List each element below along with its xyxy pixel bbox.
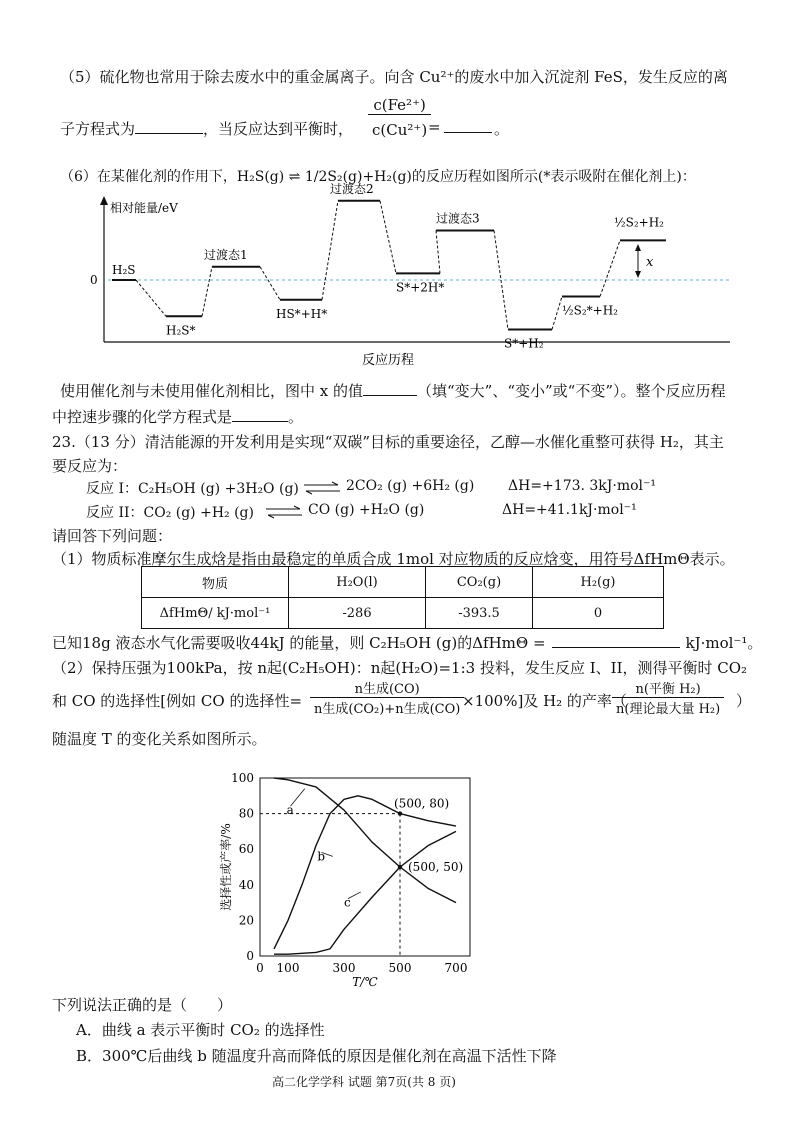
q23-ask: 请回答下列问题： bbox=[52, 527, 173, 545]
q6-after1 bbox=[60, 380, 726, 401]
energy-diagram bbox=[90, 181, 750, 370]
table-header-cell: 物质 bbox=[142, 567, 289, 598]
energy-connector bbox=[136, 280, 166, 316]
q6-after2 bbox=[52, 406, 303, 427]
q5-line2 bbox=[60, 118, 353, 139]
reaction2-left: 反应 II：CO₂ (g) +H₂ (g) bbox=[86, 505, 254, 521]
energy-state-label: ½S₂+H₂ bbox=[614, 215, 664, 230]
x-arrow-up bbox=[635, 244, 641, 251]
q5-ratio-fraction bbox=[368, 96, 431, 139]
table-row bbox=[142, 567, 664, 598]
selectivity-num: n生成(CO) bbox=[310, 678, 464, 698]
energy-connector bbox=[600, 240, 620, 296]
reaction1-left: 反应 I：C₂H₅OH (g) +3H₂O (g) bbox=[86, 481, 299, 497]
chart2-ytick: 100 bbox=[231, 771, 254, 785]
q23-head1: 23.（13 分）清洁能源的开发利用是实现“双碳”目标的重要途径，乙醇—水催化重整可获得 H₂，其主 bbox=[52, 433, 724, 451]
energy-ylabel: 相对能量/eV bbox=[110, 201, 178, 215]
q5-equals: = bbox=[428, 118, 441, 136]
q6-after2-end: 。 bbox=[288, 408, 304, 426]
energy-connector bbox=[322, 201, 338, 300]
series-label-b: b bbox=[317, 849, 326, 864]
q6-blank-x[interactable] bbox=[363, 381, 417, 396]
q5-blank-ratio[interactable] bbox=[444, 118, 492, 133]
table-cell: 0 bbox=[533, 598, 664, 629]
table-cell: ΔfHmΘ/ kJ·mol⁻¹ bbox=[142, 598, 289, 629]
q5-line2-b: ，当反应达到平衡时， bbox=[203, 120, 354, 138]
chart2-xtick: 100 bbox=[276, 961, 300, 975]
series-line-c bbox=[274, 831, 456, 954]
chart2-ytick: 20 bbox=[238, 913, 254, 928]
chart2-ytick: 40 bbox=[238, 877, 254, 892]
energy-state-label: H₂S* bbox=[166, 323, 196, 338]
chart2-ytick: 0 bbox=[246, 949, 254, 963]
yield-fraction bbox=[612, 678, 724, 717]
energy-connector bbox=[552, 297, 562, 330]
energy-xlabel: 反应历程 bbox=[362, 353, 415, 368]
table-cell: -393.5 bbox=[426, 598, 533, 629]
option-b[interactable]: B．300℃后曲线 b 随温度升高而降低的原因是催化剂在高温下活性下降 bbox=[76, 1047, 557, 1065]
energy-state-label: HS*+H* bbox=[276, 306, 328, 321]
chart2-xtick: 700 bbox=[444, 961, 468, 975]
point-500-80 bbox=[398, 811, 402, 815]
yield-den: n(理论最大量 H₂) bbox=[616, 702, 721, 717]
energy-zero-label: 0 bbox=[90, 273, 98, 287]
q23-p1: （1）物质标准摩尔生成焓是指由最稳定的单质合成 1mol 对应物质的反应焓变，用符号ΔfHmΘ表示。 bbox=[52, 550, 735, 568]
x-arrow-down bbox=[635, 271, 641, 278]
series-label-c: c bbox=[344, 895, 351, 910]
page-footer: 高二化学学科 试题 第7页(共 8 页) bbox=[272, 1075, 456, 1089]
chart2-ytick: 80 bbox=[238, 806, 254, 821]
table-header-cell: CO₂(g) bbox=[426, 567, 533, 598]
q5-blank-equation[interactable] bbox=[135, 119, 203, 134]
q23-p1b-unit: kJ·mol⁻¹。 bbox=[685, 634, 763, 652]
reaction1-eq-arrow bbox=[302, 481, 342, 495]
energy-connector bbox=[380, 201, 396, 274]
table-cell: -286 bbox=[289, 598, 426, 629]
point-500-50 bbox=[398, 865, 402, 869]
energy-state-label: ½S₂*+H₂ bbox=[562, 303, 618, 318]
q23-p2c: 随温度 T 的变化关系如图所示。 bbox=[52, 730, 267, 748]
q5-line1: （5）硫化物也常用于除去废水中的重金属离子。向含 Cu²⁺的废水中加入沉淀剂 FeS，发生反应的离 bbox=[60, 68, 728, 86]
chart2-xtick: 500 bbox=[388, 961, 412, 975]
option-a[interactable]: A．曲线 a 表示平衡时 CO₂ 的选择性 bbox=[76, 1021, 325, 1039]
energy-state-label: H₂S bbox=[112, 263, 136, 277]
q5-frac-den: c(Cu²⁺) bbox=[372, 121, 428, 139]
q6-after1-text: 使用催化剂与未使用催化剂相比，图中 x 的值 bbox=[60, 382, 363, 400]
q23-p2a: （2）保持压强为100kPa，按 n起(C₂H₅OH)：n起(H₂O)=1:3 投料，发生反应 I、II，测得平衡时 CO₂ bbox=[52, 659, 748, 677]
enthalpy-table bbox=[141, 566, 664, 629]
energy-y-arrow bbox=[100, 196, 108, 205]
chart2-xtick: 300 bbox=[332, 961, 356, 975]
chart2-ytick: 60 bbox=[238, 842, 254, 857]
selectivity-den: n生成(CO₂)+n生成(CO) bbox=[314, 702, 461, 717]
yield-close: ） bbox=[736, 692, 752, 710]
annotation-500-50: (500, 50) bbox=[408, 860, 464, 874]
energy-state-label: S*+2H* bbox=[396, 280, 445, 295]
q23-head2: 要反应为： bbox=[52, 457, 128, 475]
table-header-cell: H₂O(l) bbox=[289, 567, 426, 598]
reaction2-right: CO (g) +H₂O (g) bbox=[308, 502, 425, 518]
selectivity-chart bbox=[212, 760, 502, 989]
yield-num: n(平衡 H₂) bbox=[612, 678, 724, 698]
energy-connector bbox=[202, 267, 212, 317]
q6-after2-text: 中控速步骤的化学方程式是 bbox=[52, 408, 233, 426]
energy-state-label: 过渡态1 bbox=[204, 247, 248, 262]
energy-state-label: 过渡态2 bbox=[330, 181, 374, 196]
q23-p1b bbox=[52, 632, 762, 653]
annotation-500-80: (500, 80) bbox=[394, 796, 450, 811]
q23-blank-enthalpy[interactable] bbox=[552, 633, 680, 648]
q5-line2-a: 子方程式为 bbox=[60, 120, 136, 138]
x-marker: x bbox=[646, 255, 654, 270]
table-row bbox=[142, 598, 664, 629]
chart2-ylabel: 选择性或产率/% bbox=[219, 823, 233, 911]
reaction1-dh: ΔH=+173. 3kJ·mol⁻¹ bbox=[508, 478, 657, 494]
reaction1-right: 2CO₂ (g) +6H₂ (g) bbox=[346, 478, 475, 494]
energy-connector bbox=[436, 231, 440, 274]
q23-sel-tail: ×100%]及 H₂ 的产率（ bbox=[462, 692, 627, 710]
q6-intro: （6）在某催化剂的作用下，H₂S(g) ⇌ 1/2S₂(g)+H₂(g)的反应历程如图所示(*表示吸附在催化剂上)： bbox=[60, 169, 696, 185]
energy-connector bbox=[260, 267, 280, 300]
q6-after1b-text: （填“变大”、“变小”或“不变”）。整个反应历程 bbox=[417, 382, 726, 400]
q5-frac-num: c(Fe²⁺) bbox=[368, 96, 431, 115]
series-label-a: a bbox=[286, 803, 294, 818]
reaction2-dh: ΔH=+41.1kJ·mol⁻¹ bbox=[502, 502, 637, 518]
q23-choose: 下列说法正确的是（ ） bbox=[52, 996, 233, 1014]
q23-p2b: 和 CO 的选择性[例如 CO 的选择性= bbox=[52, 692, 303, 710]
q23-p1b-text: 已知18g 液态水气化需要吸收44kJ 的能量，则 C₂H₅OH (g)的ΔfHmΘ = bbox=[52, 634, 546, 652]
energy-state-label: S*+H₂ bbox=[504, 336, 544, 351]
table-header-cell: H₂(g) bbox=[533, 567, 664, 598]
q5-end: 。 bbox=[494, 120, 510, 138]
chart2-xlabel: T/℃ bbox=[352, 975, 378, 989]
chart2-xtick: 0 bbox=[256, 961, 264, 975]
selectivity-fraction bbox=[310, 678, 464, 717]
energy-state-label: 过渡态3 bbox=[436, 211, 480, 226]
reaction2-eq-arrow bbox=[264, 505, 304, 519]
q6-blank-step[interactable] bbox=[232, 407, 288, 422]
